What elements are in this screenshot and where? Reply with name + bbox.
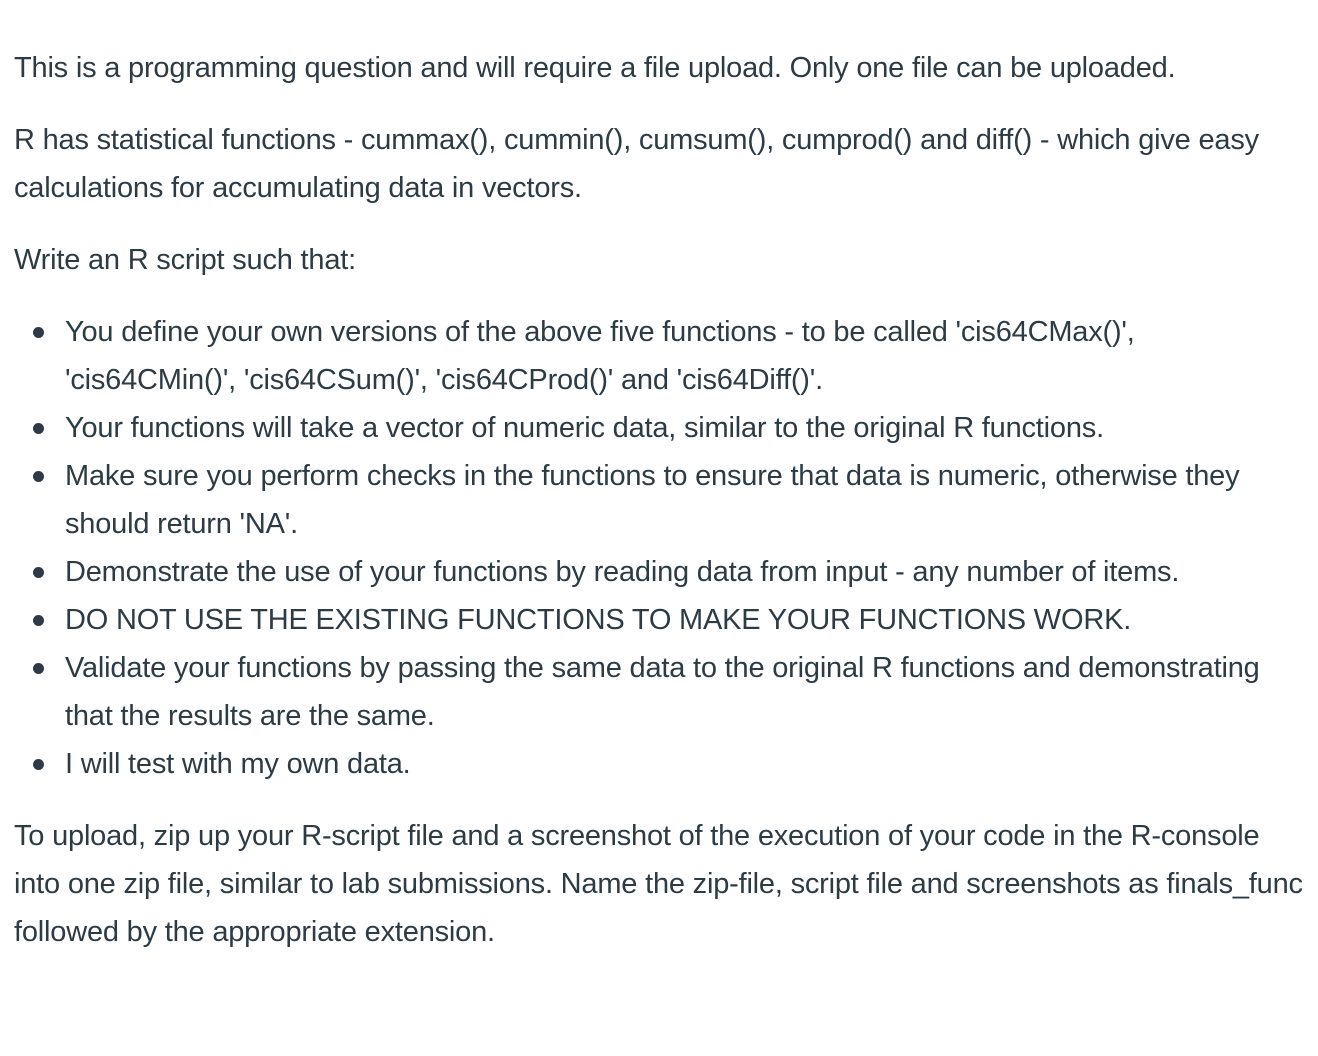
bullet-icon [33, 327, 44, 338]
question-intro: This is a programming question and will require a file upload. Only one file can be uploaded. [14, 52, 1176, 84]
requirement-text: I will test with my own data. [65, 748, 411, 780]
requirement-text: You define your own versions of the above five functions - to be called 'cis64CMax()', 'cis64CMin()', 'cis64CSum()', 'cis64CProd()' and 'cis64Diff()'. [65, 316, 1135, 396]
bullet-icon [33, 567, 44, 578]
requirement-item [14, 308, 1304, 404]
upload-instructions: To upload, zip up your R-script file and a screenshot of the execution of your code in the R-console into one zip file, similar to lab submissions. Name the zip-file, script file and screenshots as finals_func followed by the appropriate extension. [14, 820, 1303, 948]
requirement-text: Demonstrate the use of your functions by reading data from input - any number of items. [65, 556, 1180, 588]
question-description: R has statistical functions - cummax(), cummin(), cumsum(), cumprod() and diff() - which give easy calculations for accumulating data in vectors. [14, 124, 1259, 204]
requirement-text: Your functions will take a vector of numeric data, similar to the original R functions. [65, 412, 1104, 444]
requirement-item [14, 404, 1304, 452]
requirement-item [14, 644, 1304, 740]
bullet-icon [33, 759, 44, 770]
requirement-text: Make sure you perform checks in the functions to ensure that data is numeric, otherwise they should return 'NA'. [65, 460, 1240, 540]
requirement-item [14, 740, 1304, 788]
bullet-icon [33, 663, 44, 674]
requirement-item [14, 548, 1304, 596]
question-instruction: Write an R script such that: [14, 244, 356, 276]
requirement-item [14, 452, 1304, 548]
requirement-item [14, 596, 1304, 644]
requirement-text: Validate your functions by passing the same data to the original R functions and demonstrating that the results are the same. [65, 652, 1260, 732]
requirements-list [14, 308, 1304, 788]
requirement-text: DO NOT USE THE EXISTING FUNCTIONS TO MAKE YOUR FUNCTIONS WORK. [65, 604, 1132, 636]
bullet-icon [33, 471, 44, 482]
bullet-icon [33, 423, 44, 434]
bullet-icon [33, 615, 44, 626]
